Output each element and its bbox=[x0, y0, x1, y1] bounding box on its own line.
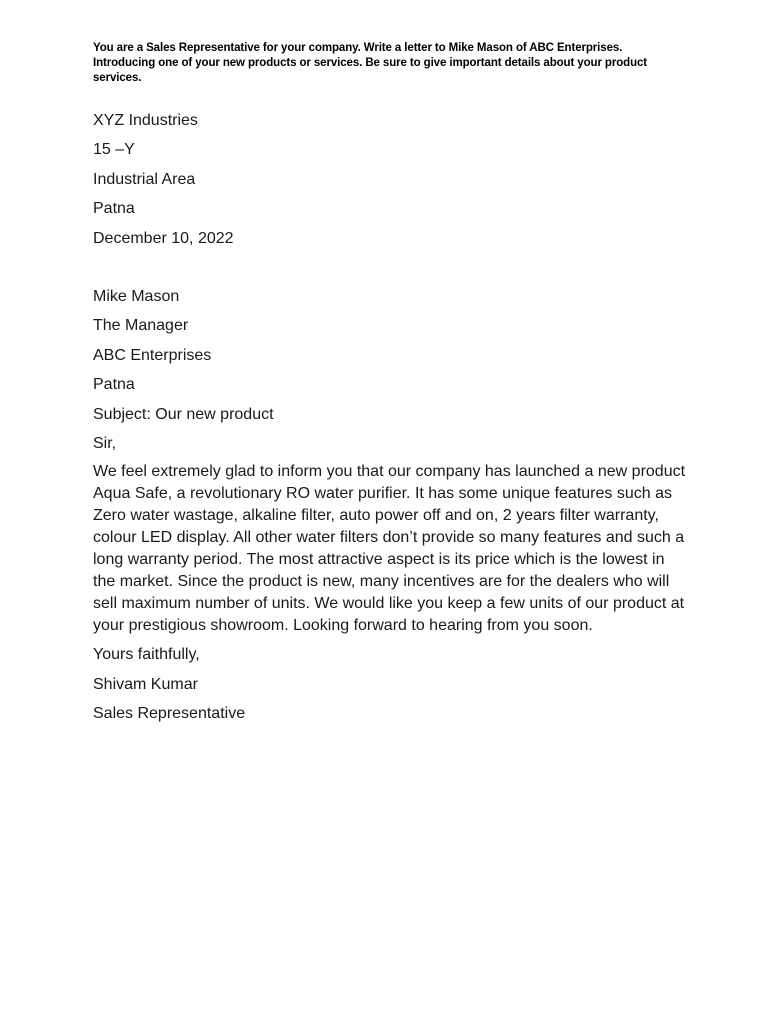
signatory-title: Sales Representative bbox=[93, 705, 246, 723]
letter-salutation: Sir, bbox=[93, 434, 117, 452]
sender-area: Industrial Area bbox=[93, 170, 196, 188]
sender-address-line: 15 –Y bbox=[93, 141, 135, 159]
recipient-name: Mike Mason bbox=[93, 287, 180, 305]
recipient-company: ABC Enterprises bbox=[93, 346, 212, 364]
signatory-name: Shivam Kumar bbox=[93, 675, 198, 693]
recipient-designation: The Manager bbox=[93, 317, 189, 335]
sender-company: XYZ Industries bbox=[93, 112, 198, 129]
task-prompt: You are a Sales Representative for your company. Write a letter to Mike Mason of ABC Enterprises. Introducing one of your new products or services. Be sure to give important details about your product services. bbox=[93, 42, 648, 84]
recipient-city: Patna bbox=[93, 376, 135, 394]
letter bbox=[93, 110, 693, 732]
letter-subject: Subject: Our new product bbox=[93, 405, 274, 423]
sender-city: Patna bbox=[93, 200, 135, 218]
blank-line bbox=[93, 257, 693, 286]
letter-body: We feel extremely glad to inform you that our company has launched a new product Aqua Safe, a revolutionary RO water purifier. It has some unique features such as Zero water wastage, alkaline filter, auto power off and on, 2 years filter warranty, colour LED display. All other water filters don’t provide so many features and such a long warranty period. The most attractive aspect is its price which is the lowest in the market. Since the product is new, many incentives are for the dealers who will sell maximum number of units. We would like you keep a few units of our product at your prestigious showroom. Looking forward to hearing from you soon. bbox=[93, 463, 686, 635]
letter-closing: Yours faithfully, bbox=[93, 646, 200, 664]
letter-date: December 10, 2022 bbox=[93, 229, 234, 247]
